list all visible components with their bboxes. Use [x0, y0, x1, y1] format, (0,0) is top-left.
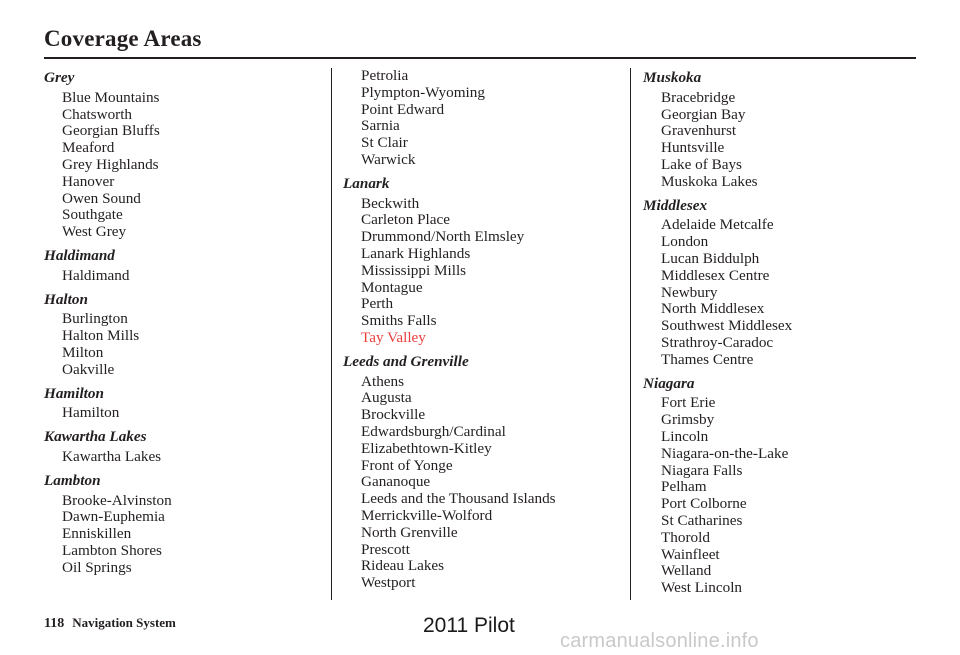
town-item: Oakville: [62, 360, 115, 378]
town-item: Niagara Falls: [661, 461, 743, 479]
town-item: Carleton Place: [361, 211, 450, 229]
town-item: Wainfleet: [661, 545, 720, 563]
town-item: Grimsby: [661, 411, 715, 429]
town-item: Lincoln: [661, 427, 709, 445]
town-item: Athens: [361, 372, 405, 390]
region-heading: Middlesex: [643, 196, 708, 214]
town-item: Hanover: [62, 172, 115, 190]
town-item: Point Edward: [361, 100, 445, 118]
region-group: [44, 70, 324, 241]
coverage-column-1: [44, 68, 324, 577]
region-heading: Niagara: [643, 374, 695, 392]
town-item: Middlesex Centre: [661, 266, 770, 284]
town-item: Fort Erie: [661, 394, 716, 412]
town-item: Edwardsburgh/Cardinal: [361, 422, 506, 440]
town-item: Bracebridge: [661, 88, 736, 106]
region-group: [343, 68, 623, 169]
town-item: Lucan Biddulph: [661, 249, 760, 267]
town-item: Huntsville: [661, 139, 725, 157]
town-item: St Clair: [361, 134, 408, 152]
town-item: Hamilton: [62, 404, 120, 422]
town-item: Elizabethtown-Kitley: [361, 439, 492, 457]
town-item: Thorold: [661, 528, 710, 546]
town-item: Newbury: [661, 283, 718, 301]
region-heading: Lambton: [44, 471, 101, 489]
town-item: North Middlesex: [661, 300, 765, 318]
town-item: London: [661, 233, 709, 251]
town-item: Strathroy-Caradoc: [661, 333, 774, 351]
town-item: Perth: [361, 295, 394, 313]
town-item: Leeds and the Thousand Islands: [361, 490, 556, 508]
town-item: Thames Centre: [661, 350, 754, 368]
town-item: Warwick: [361, 150, 416, 168]
coverage-column-2: [343, 68, 623, 592]
town-item: Port Colborne: [661, 495, 747, 513]
town-item: Prescott: [361, 540, 410, 558]
town-item: Montague: [361, 278, 423, 296]
region-group: [643, 198, 923, 369]
town-item: Lambton Shores: [62, 541, 162, 559]
town-item: Smiths Falls: [361, 312, 437, 330]
page-number: 118: [44, 616, 65, 631]
town-item: Tay Valley: [361, 328, 426, 346]
region-heading: Haldimand: [44, 246, 115, 264]
town-item: Adelaide Metcalfe: [661, 216, 774, 234]
town-item: Mississippi Mills: [361, 261, 467, 279]
town-item: Brooke-Alvinston: [62, 491, 172, 509]
coverage-column-3: [643, 68, 923, 597]
town-item: Niagara-on-the-Lake: [661, 444, 789, 462]
town-item: Burlington: [62, 310, 128, 328]
town-item: West Grey: [62, 223, 127, 241]
region-group: [343, 354, 623, 592]
region-heading: Lanark: [343, 174, 390, 192]
town-item: Meaford: [62, 139, 115, 157]
title-rule: [44, 57, 916, 59]
town-item: Welland: [661, 562, 712, 580]
region-group: [343, 176, 623, 347]
region-heading: Grey: [44, 69, 75, 86]
region-group: [44, 429, 324, 466]
town-item: Rideau Lakes: [361, 557, 445, 575]
town-item: Lanark Highlands: [361, 244, 471, 262]
town-item: Haldimand: [62, 266, 130, 284]
town-item: Halton Mills: [62, 327, 140, 345]
town-item: Gananoque: [361, 473, 431, 491]
town-item: Kawartha Lakes: [62, 447, 162, 465]
town-item: North Grenville: [361, 523, 458, 541]
region-heading: Leeds and Grenville: [343, 352, 469, 370]
town-item: Lake of Bays: [661, 155, 742, 173]
town-item: Gravenhurst: [661, 122, 737, 140]
town-item: Drummond/North Elmsley: [361, 228, 525, 246]
region-group: [643, 376, 923, 597]
town-item: Merrickville-Wolford: [361, 506, 493, 524]
region-group: [643, 70, 923, 191]
page-title: Coverage Areas: [44, 26, 202, 51]
town-item: Front of Yonge: [361, 456, 453, 474]
region-group: [44, 473, 324, 577]
column-divider: [630, 68, 631, 600]
region-group: [44, 248, 324, 285]
town-item: Augusta: [361, 389, 412, 407]
town-item: Georgian Bay: [661, 105, 746, 123]
region-group: [44, 386, 324, 423]
town-item: Georgian Bluffs: [62, 122, 160, 140]
town-item: Milton: [62, 343, 104, 361]
town-item: Blue Mountains: [62, 88, 160, 106]
region-heading: Kawartha Lakes: [44, 428, 147, 446]
town-item: Grey Highlands: [62, 155, 159, 173]
watermark: 2011 Pilot: [423, 614, 515, 637]
town-item: Enniskillen: [62, 525, 132, 543]
region-heading: Muskoka: [643, 69, 702, 86]
town-item: Plympton-Wyoming: [361, 83, 485, 101]
town-item: Beckwith: [361, 194, 420, 212]
watermark-site: carmanualsonline.info: [560, 630, 759, 652]
page-footer: [44, 615, 176, 632]
town-item: Oil Springs: [62, 558, 132, 576]
region-heading: Halton: [44, 290, 88, 308]
town-item: West Lincoln: [661, 579, 743, 597]
town-item: Pelham: [661, 478, 707, 496]
column-divider: [331, 68, 332, 600]
town-item: Southwest Middlesex: [661, 317, 793, 335]
town-item: Owen Sound: [62, 189, 141, 207]
town-item: Southgate: [62, 206, 123, 224]
town-item: Sarnia: [361, 117, 400, 135]
town-item: Westport: [361, 574, 416, 592]
region-group: [44, 292, 324, 379]
section-name: Navigation System: [72, 615, 176, 630]
town-item: Petrolia: [361, 67, 409, 84]
town-item: Chatsworth: [62, 105, 133, 123]
town-item: Brockville: [361, 406, 426, 424]
region-heading: Hamilton: [44, 384, 104, 402]
town-item: St Catharines: [661, 511, 743, 529]
town-item: Muskoka Lakes: [661, 172, 758, 190]
town-item: Dawn-Euphemia: [62, 508, 165, 526]
